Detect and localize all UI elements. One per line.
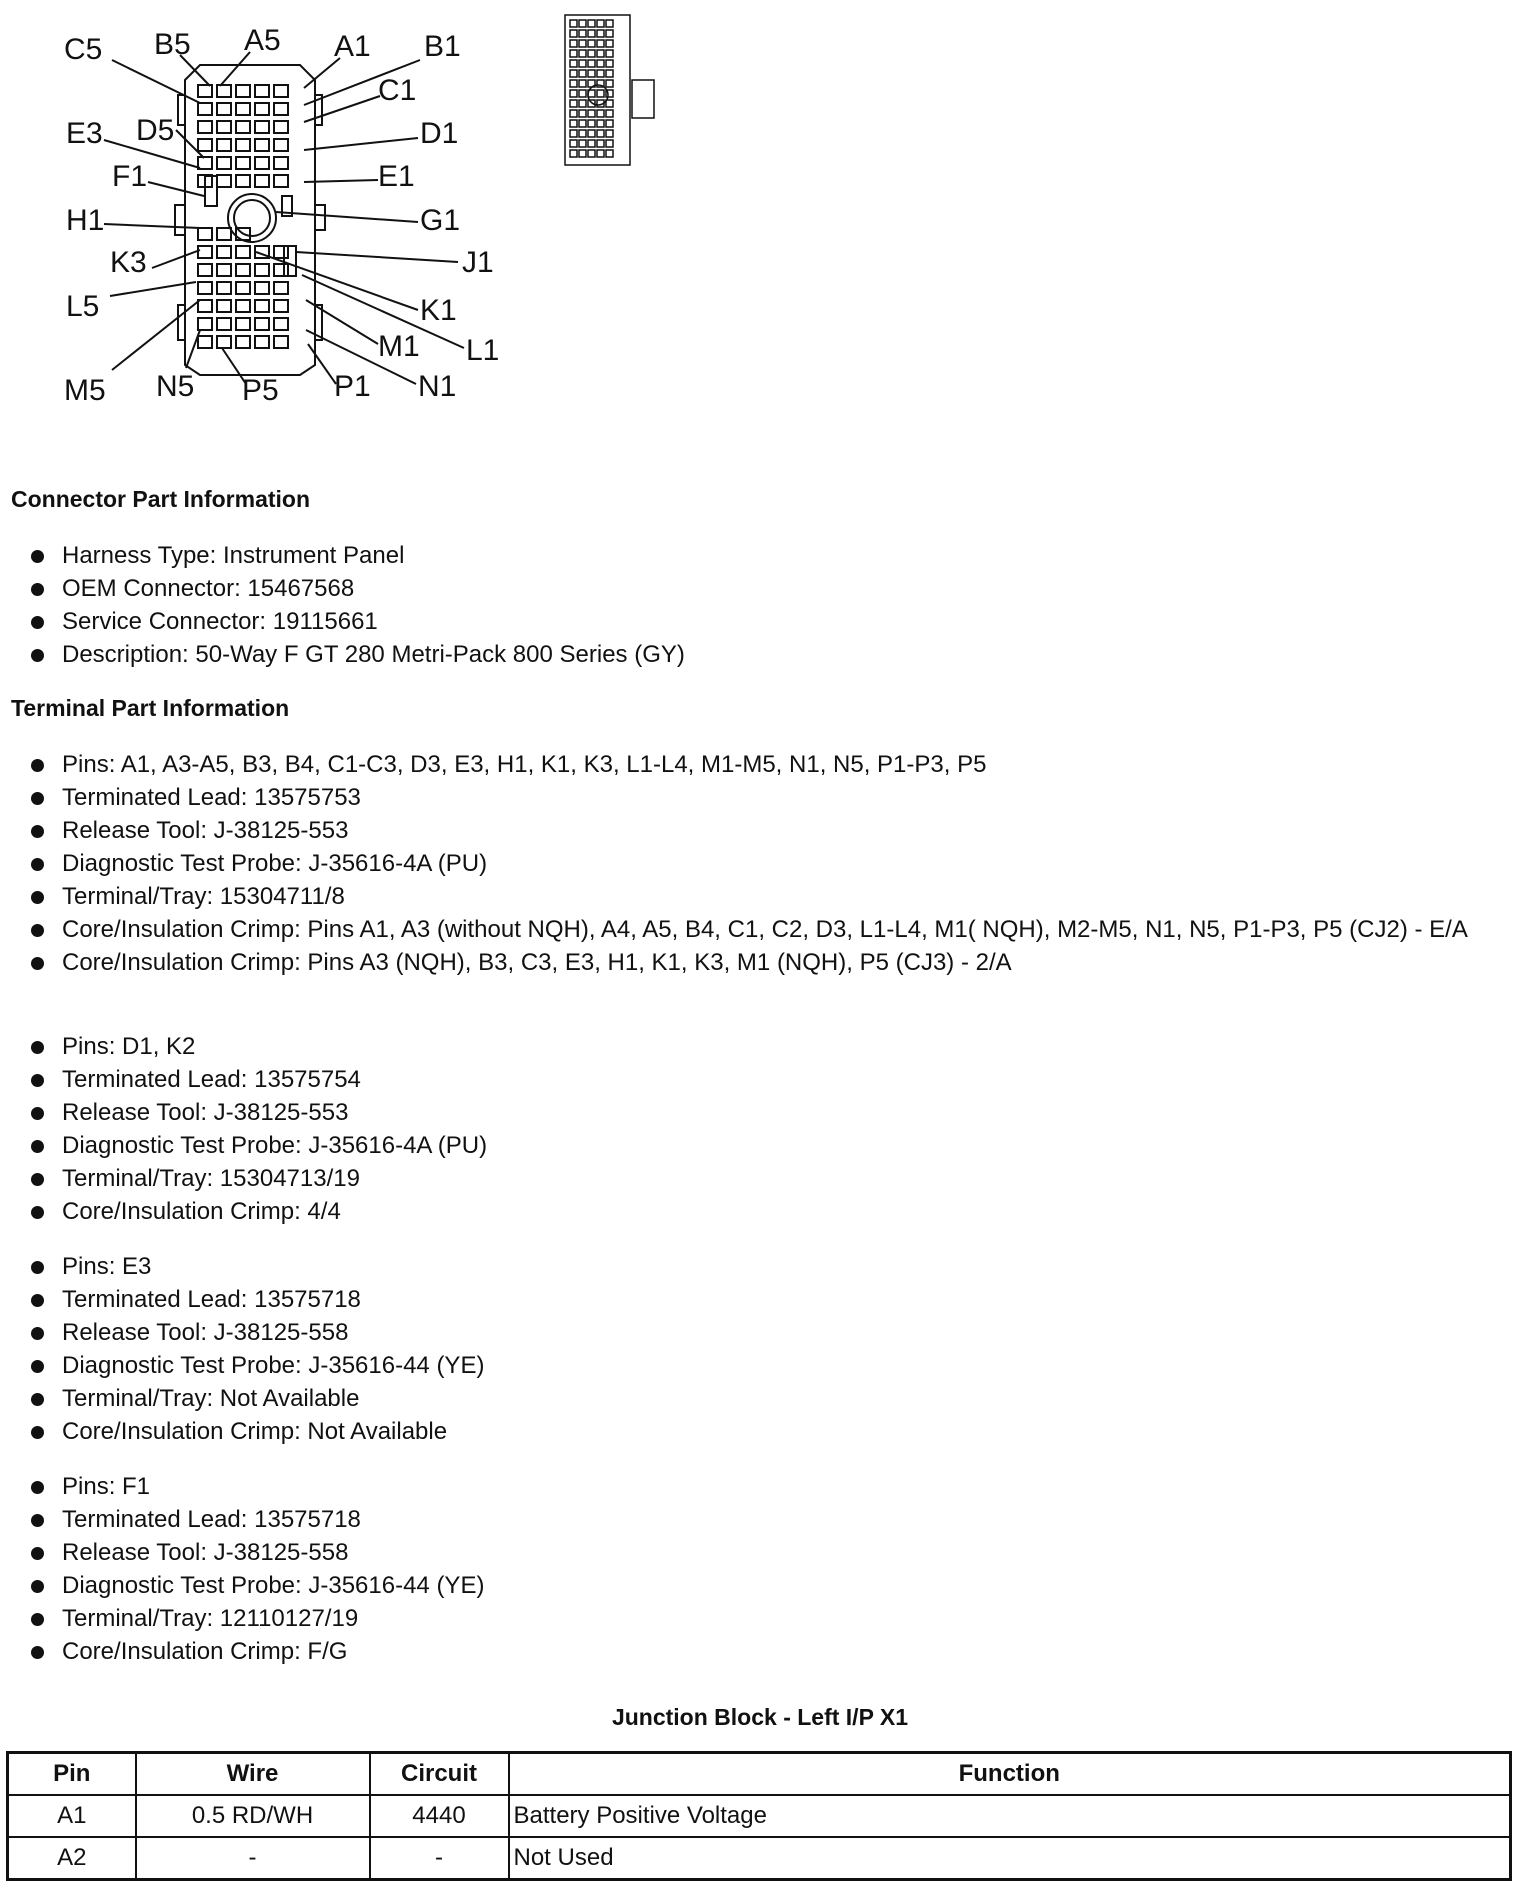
table-header-row — [8, 1753, 1511, 1796]
column-header-function: Function — [509, 1753, 1511, 1796]
pin-label-h1: H1 — [66, 204, 105, 237]
thumb-cavity — [570, 100, 577, 107]
thumb-cavity — [597, 60, 604, 67]
list-item: Terminated Lead: 13575754 — [0, 1063, 1500, 1096]
leader-line-j1 — [296, 252, 458, 262]
thumb-cavity — [570, 150, 577, 157]
terminal-cavity — [198, 228, 212, 240]
thumb-cavity — [606, 130, 613, 137]
pin-label-f1: F1 — [112, 160, 148, 193]
list-item: Core/Insulation Crimp: Not Available — [0, 1415, 1500, 1448]
leader-line-a5 — [220, 52, 250, 86]
thumb-cavity — [606, 150, 613, 157]
terminal-cavity — [236, 103, 250, 115]
column-header-circuit: Circuit — [370, 1753, 509, 1796]
terminal-cavity — [198, 246, 212, 258]
list-item: Description: 50-Way F GT 280 Metri-Pack 800 Series (GY) — [0, 638, 1500, 671]
terminal-cavity — [274, 318, 288, 330]
table-cell: Battery Positive Voltage — [509, 1795, 1511, 1837]
pin-label-k3: K3 — [110, 246, 147, 279]
pin-label-l1: L1 — [466, 334, 500, 367]
terminal-cavity — [217, 139, 231, 151]
terminal-cavity — [217, 175, 231, 187]
terminal-cavity — [236, 300, 250, 312]
thumb-cavity — [579, 100, 586, 107]
thumb-cavity — [597, 120, 604, 127]
thumb-cavity — [606, 20, 613, 27]
leader-line-f1 — [148, 182, 204, 196]
list-item: Diagnostic Test Probe: J-35616-44 (YE) — [0, 1569, 1500, 1602]
terminal-cavity — [274, 103, 288, 115]
terminal-cavity — [255, 282, 269, 294]
thumb-cavity — [597, 40, 604, 47]
leader-line-g1 — [276, 212, 418, 222]
column-header-wire: Wire — [136, 1753, 370, 1796]
terminal-cavity — [255, 85, 269, 97]
thumb-cavity — [597, 20, 604, 27]
terminal-cavity — [217, 103, 231, 115]
list-item: Pins: D1, K2 — [0, 1030, 1500, 1063]
thumb-cavity — [606, 140, 613, 147]
thumb-cavity — [597, 140, 604, 147]
terminal-cavity — [198, 282, 212, 294]
terminal-cavity — [255, 336, 269, 348]
thumb-cavity — [579, 30, 586, 37]
connector-part-list — [0, 539, 1500, 671]
terminal-cavity — [198, 139, 212, 151]
thumb-round-terminal — [588, 85, 608, 105]
thumb-cavity — [570, 30, 577, 37]
pin-label-l5: L5 — [66, 290, 100, 323]
list-item: OEM Connector: 15467568 — [0, 572, 1500, 605]
thumb-cavity — [570, 60, 577, 67]
terminal-cavity — [255, 318, 269, 330]
list-item: Terminated Lead: 13575753 — [0, 781, 1500, 814]
thumb-cavity — [588, 130, 595, 137]
terminal-group-3 — [0, 1250, 1500, 1448]
terminal-cavity — [274, 300, 288, 312]
list-item: Terminated Lead: 13575718 — [0, 1503, 1500, 1536]
thumb-cavity — [606, 120, 613, 127]
list-item: Release Tool: J-38125-553 — [0, 814, 1500, 847]
terminal-cavity — [274, 336, 288, 348]
list-item: Diagnostic Test Probe: J-35616-4A (PU) — [0, 847, 1500, 880]
pin-label-n1: N1 — [418, 370, 457, 403]
thumb-cavity — [597, 30, 604, 37]
terminal-cavity — [236, 318, 250, 330]
thumb-cavity — [579, 140, 586, 147]
pin-label-c1: C1 — [378, 74, 417, 107]
latch — [178, 305, 185, 340]
terminal-cavity — [274, 175, 288, 187]
terminal-group-4 — [0, 1470, 1500, 1668]
list-item: Harness Type: Instrument Panel — [0, 539, 1500, 572]
terminal-cavity — [236, 282, 250, 294]
table-cell: - — [136, 1837, 370, 1880]
pin-label-p1: P1 — [334, 370, 371, 403]
thumb-cavity — [597, 50, 604, 57]
list-item: Core/Insulation Crimp: F/G — [0, 1635, 1500, 1668]
terminal-cavity — [217, 300, 231, 312]
terminal-cavity — [255, 300, 269, 312]
pin-label-n5: N5 — [156, 370, 195, 403]
table-cell: - — [370, 1837, 509, 1880]
terminal-cavity — [198, 103, 212, 115]
thumb-cavity — [588, 50, 595, 57]
terminal-cavity — [255, 103, 269, 115]
terminal-cavity — [217, 228, 231, 240]
terminal-cavity — [236, 85, 250, 97]
pin-label-m5: M5 — [64, 374, 106, 407]
list-item: Terminated Lead: 13575718 — [0, 1283, 1500, 1316]
pin-label-m1: M1 — [378, 330, 420, 363]
pin-label-a1: A1 — [334, 30, 371, 63]
terminal-cavity — [217, 121, 231, 133]
thumb-cavity — [579, 60, 586, 67]
terminal-cavity — [255, 157, 269, 169]
large-terminal — [228, 194, 276, 242]
junction-block-table — [6, 1751, 1512, 1881]
terminal-cavity — [274, 85, 288, 97]
pin-label-d5: D5 — [136, 114, 175, 147]
table-cell: 4440 — [370, 1795, 509, 1837]
terminal-cavity — [217, 157, 231, 169]
thumb-cavity — [570, 80, 577, 87]
list-item: Pins: F1 — [0, 1470, 1500, 1503]
leader-line-k3 — [152, 250, 200, 268]
thumb-cavity — [597, 90, 604, 97]
terminal-cavity — [217, 85, 231, 97]
table-cell: Not Used — [509, 1837, 1511, 1880]
thumb-cavity — [579, 120, 586, 127]
column-header-pin: Pin — [8, 1753, 136, 1796]
latch — [175, 205, 185, 235]
leader-line-l5 — [110, 282, 196, 296]
pin-label-j1: J1 — [462, 246, 494, 279]
terminal-cavity — [236, 121, 250, 133]
terminal-cavity — [217, 246, 231, 258]
list-item: Core/Insulation Crimp: Pins A3 (NQH), B3, C3, E3, H1, K1, K3, M1 (NQH), P5 (CJ3) - 2/A — [0, 946, 1500, 979]
list-item: Diagnostic Test Probe: J-35616-4A (PU) — [0, 1129, 1500, 1162]
list-item: Release Tool: J-38125-553 — [0, 1096, 1500, 1129]
thumb-cavity — [597, 110, 604, 117]
thumb-cavity — [606, 60, 613, 67]
thumb-cavity — [579, 150, 586, 157]
thumb-latch — [632, 80, 654, 118]
thumb-cavity — [606, 110, 613, 117]
thumb-cavity — [579, 80, 586, 87]
leader-line-m5 — [112, 300, 200, 370]
terminal-cavity — [255, 139, 269, 151]
table-row — [8, 1837, 1511, 1880]
thumb-cavity — [588, 40, 595, 47]
pin-label-a5: A5 — [244, 24, 281, 57]
thumb-cavity — [588, 60, 595, 67]
list-item: Pins: A1, A3-A5, B3, B4, C1-C3, D3, E3, H1, K1, K3, L1-L4, M1-M5, N1, N5, P1-P3, P5 — [0, 748, 1500, 781]
thumb-cavity — [579, 40, 586, 47]
pin-label-b5: B5 — [154, 28, 191, 61]
thumb-cavity — [606, 30, 613, 37]
terminal-cavity — [274, 246, 288, 258]
terminal-cavity — [198, 264, 212, 276]
terminal-cavity — [198, 121, 212, 133]
pin-label-p5: P5 — [242, 374, 279, 407]
terminal-cavity — [274, 282, 288, 294]
thumb-cavity — [588, 110, 595, 117]
list-item: Release Tool: J-38125-558 — [0, 1536, 1500, 1569]
terminal-cavity — [236, 246, 250, 258]
thumb-cavity — [588, 120, 595, 127]
pin-label-g1: G1 — [420, 204, 461, 237]
terminal-cavity — [198, 85, 212, 97]
terminal-cavity — [274, 139, 288, 151]
thumb-cavity — [579, 130, 586, 137]
thumb-cavity — [579, 50, 586, 57]
connector-face — [175, 65, 325, 375]
thumb-cavity — [570, 120, 577, 127]
terminal-cavity — [217, 336, 231, 348]
thumb-cavity — [606, 40, 613, 47]
thumb-cavity — [579, 20, 586, 27]
pin-label-d1: D1 — [420, 117, 459, 150]
list-item: Terminal/Tray: Not Available — [0, 1382, 1500, 1415]
thumb-cavity — [606, 70, 613, 77]
connector-thumbnail — [565, 15, 654, 165]
thumb-cavity — [570, 140, 577, 147]
thumb-cavity — [570, 40, 577, 47]
thumb-cavity — [597, 150, 604, 157]
terminal-group-2 — [0, 1030, 1500, 1228]
list-item: Terminal/Tray: 15304711/8 — [0, 880, 1500, 913]
thumb-cavity — [570, 70, 577, 77]
list-item: Terminal/Tray: 15304713/19 — [0, 1162, 1500, 1195]
thumb-cavity — [588, 70, 595, 77]
table-row — [8, 1795, 1511, 1837]
terminal-cavity — [236, 139, 250, 151]
thumb-cavity — [579, 90, 586, 97]
terminal-group-1 — [0, 748, 1500, 979]
thumb-cavity — [606, 80, 613, 87]
list-item: Service Connector: 19115661 — [0, 605, 1500, 638]
leader-line-d1 — [304, 138, 418, 150]
terminal-cavity — [217, 282, 231, 294]
leader-line-p1 — [308, 344, 336, 384]
pin-label-c5: C5 — [64, 33, 103, 66]
terminal-cavity — [255, 175, 269, 187]
connector-diagram — [0, 0, 760, 440]
pin-label-e3: E3 — [66, 117, 103, 150]
list-item: Pins: E3 — [0, 1250, 1500, 1283]
thumb-cavity — [570, 90, 577, 97]
terminal-cavity — [255, 264, 269, 276]
latch — [178, 95, 185, 125]
terminal-cavity — [274, 264, 288, 276]
leader-line-c5 — [112, 60, 200, 103]
thumb-cavity — [588, 150, 595, 157]
thumb-cavity — [579, 110, 586, 117]
list-item: Core/Insulation Crimp: 4/4 — [0, 1195, 1500, 1228]
terminal-cavity — [236, 264, 250, 276]
thumb-cavity — [606, 50, 613, 57]
pin-label-e1: E1 — [378, 160, 415, 193]
pin-label-b1: B1 — [424, 30, 461, 63]
thumb-cavity — [570, 20, 577, 27]
thumb-cavity — [597, 130, 604, 137]
terminal-cavity — [236, 336, 250, 348]
list-item: Diagnostic Test Probe: J-35616-44 (YE) — [0, 1349, 1500, 1382]
thumb-cavity — [597, 70, 604, 77]
table-cell: A2 — [8, 1837, 136, 1880]
thumb-cavity — [588, 140, 595, 147]
thumb-cavity — [588, 30, 595, 37]
terminal-cavity — [274, 121, 288, 133]
list-item: Core/Insulation Crimp: Pins A1, A3 (without NQH), A4, A5, B4, C1, C2, D3, L1-L4, M1( NQH), M2-M5, N1, N5, P1-P3, P5 (CJ2) - E/A — [0, 913, 1500, 946]
thumb-cavity — [606, 100, 613, 107]
thumb-cavity — [570, 110, 577, 117]
thumb-cavity — [579, 70, 586, 77]
latch — [315, 205, 325, 230]
pin-label-k1: K1 — [420, 294, 457, 327]
terminal-cavity — [198, 300, 212, 312]
connector-part-heading: Connector Part Information — [11, 486, 311, 512]
terminal-cavity — [236, 157, 250, 169]
large-terminal-inner — [234, 200, 270, 236]
table-cell: 0.5 RD/WH — [136, 1795, 370, 1837]
terminal-cavity — [236, 175, 250, 187]
table-cell: A1 — [8, 1795, 136, 1837]
terminal-cavity — [217, 318, 231, 330]
terminal-part-heading: Terminal Part Information — [11, 695, 290, 721]
table-title: Junction Block - Left I/P X1 — [611, 1704, 909, 1730]
thumb-cavity — [570, 130, 577, 137]
terminal-cavity — [274, 157, 288, 169]
thumb-cavity — [570, 50, 577, 57]
leader-line-d5 — [176, 130, 204, 158]
power-cavity-j1 — [284, 246, 296, 276]
list-item: Terminal/Tray: 12110127/19 — [0, 1602, 1500, 1635]
leader-line-m1 — [306, 300, 378, 344]
terminal-cavity — [255, 121, 269, 133]
terminal-cavity — [198, 336, 212, 348]
list-item: Release Tool: J-38125-558 — [0, 1316, 1500, 1349]
terminal-cavity — [198, 318, 212, 330]
terminal-cavity — [217, 264, 231, 276]
thumb-cavity — [588, 20, 595, 27]
